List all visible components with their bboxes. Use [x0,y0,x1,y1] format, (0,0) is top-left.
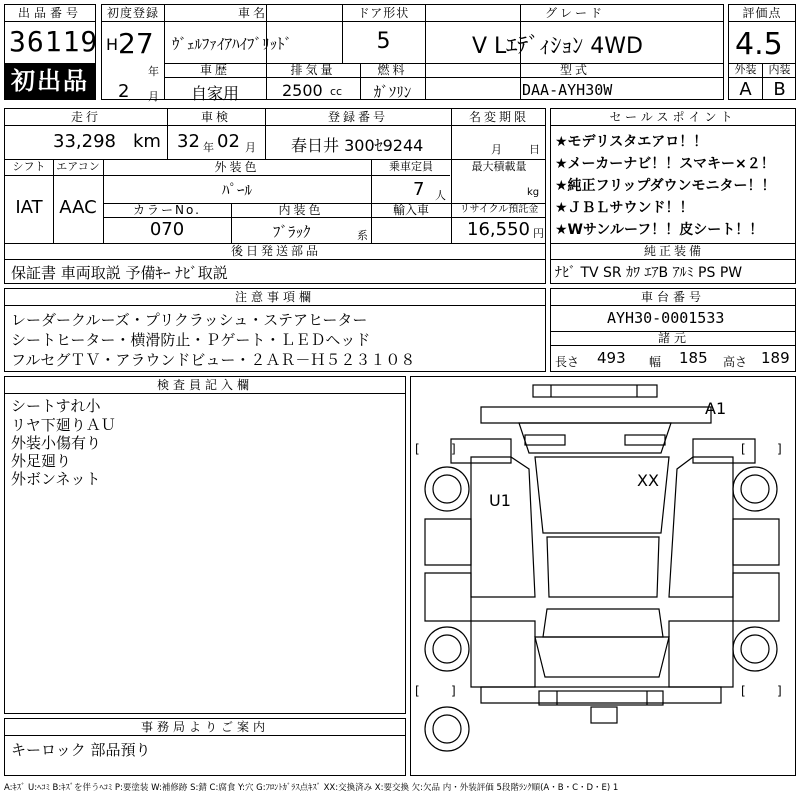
sales-points-box [550,108,796,284]
equip-label: 純正装備 [643,244,704,258]
capacity-label: 乗車定員 [389,160,433,173]
grade-label: グレード [544,6,605,20]
ac: AAC [59,197,97,218]
chassis-label: 車台番号 [551,289,795,306]
capacity: 7 [413,179,425,200]
intcolor-unit: 系 [357,229,368,242]
capacity-unit: 人 [435,189,446,202]
sales-label: セールスポイント [551,109,795,126]
history: 自家用 [190,84,239,103]
fuel: ｶﾞｿﾘﾝ [373,83,412,101]
later-parts-label: 後日発送部品 [230,244,321,258]
recycle: 16,550 [467,219,530,240]
inspector-line-4: 外足廻り [11,452,72,470]
inspection-year-unit: 年 [203,141,214,154]
sales-point-1: ★モデリスタエアロ！！ [555,134,708,150]
svg-text:]: ] [777,442,782,456]
ext-grade: A [739,79,752,100]
month-unit: 月 [148,90,159,103]
first-reg-label: 初度登録 [106,6,159,20]
sales-point-4: ★ＪＢＬサウンド！！ [555,200,694,216]
year-unit: 年 [148,65,159,78]
intcolor-label: 内装色 [278,203,324,217]
colorno-label: カラーNo. [133,203,201,217]
sales-point-3: ★純正フリップダウンモニター！！ [555,178,776,194]
legend: A:ｷｽﾞ U:ﾍｺﾐ B:ｷｽﾞを伴うﾍｺﾐ P:要塗装 W:補修跡 S:錆 C:腐食 Y:穴 G:ﾌﾛﾝﾄｶﾞﾗｽ点ｷｽﾞ XX:交換済み X:要交換 欠:欠品 内・外装評価 5段階ﾗﾝｸ順(A・B・C・D・E) 1 [4,783,619,793]
svg-text:]: ] [777,684,782,698]
damage-mark-xx: XX [637,471,659,490]
length-label: 長さ [555,355,580,369]
history-label: 車歴 [199,63,230,77]
svg-text:[: [ [741,442,746,456]
shift: IAT [15,197,43,218]
sales-point-2: ★メーカーナビ！！スマキー×２！ [555,156,775,172]
inspection-year: 32 [177,131,200,152]
evaluation-box [728,4,796,100]
lot-label: 出品番号 [5,5,95,22]
car-name-label: 車名 [237,6,268,20]
intcolor: ﾌﾞﾗｯｸ [273,223,311,241]
ext-label: 外装 [734,63,757,76]
cc-unit: cc [330,85,343,98]
notes-box [4,288,546,372]
equip: ﾅﾋﾞ TV SR ｶﾜ ｴｱB ｱﾙﾐ PS PW [555,265,743,281]
svg-text:[: [ [741,684,746,698]
width: 185 [679,349,708,367]
inspector-box [4,376,406,714]
damage-mark-u1: U1 [489,491,511,510]
inspector-line-2: リヤ下廻りＡＵ [11,416,116,434]
plate: 春日井 300ｾ9244 [291,136,424,155]
mileage-label: 走行 [70,110,101,124]
deadline-day: 日 [529,143,540,156]
deadline-month: 月 [491,143,502,156]
inspection-month-unit: 月 [245,141,256,154]
inspector-line-5: 外ボンネット [11,470,101,488]
int-grade: B [773,79,786,100]
doors: 5 [376,29,391,54]
recycle-unit: 円 [533,227,544,240]
shift-label: シフト [12,160,46,173]
height-label: 高さ [723,355,748,369]
color: ﾊﾟｰﾙ [221,181,252,199]
inspector-line-3: 外装小傷有り [11,434,102,452]
later-parts: 保証書 車両取説 予備ｷｰ ﾅﾋﾞ取説 [11,264,228,282]
height: 189 [761,349,790,367]
note-line-2: シートヒーター・横滑防止・Ｐゲート・ＬＥＤヘッド [11,331,371,349]
load-unit: kg [527,187,540,198]
fuel-label: 燃料 [377,63,408,77]
sales-point-5: ★Wサンルーフ！！皮シート！！ [555,222,764,238]
chassis-box [550,288,796,372]
car-name: ｳﾞｪﾙﾌｧｲｱﾊｲﾌﾞﾘｯﾄﾞ [172,35,293,53]
int-label: 内装 [768,63,791,76]
note-line-3: フルセグＴＶ・アラウンドビュー・２ＡＲ－Ｈ５２３１０８ [11,351,416,369]
svg-text:]: ] [451,684,456,698]
details-box [4,108,546,284]
first-listing-badge: 初出品 [5,63,95,99]
svg-text:[: [ [415,684,420,698]
load-label: 最大積載量 [471,160,527,173]
vehicle-header [101,4,724,103]
displacement: 2500 [282,81,323,100]
eval-label: 評価点 [729,5,795,22]
office-box [4,718,406,776]
inspection-label: 車検 [200,110,231,124]
inspection-month: 02 [217,131,240,152]
era-letter: H [106,35,119,54]
svg-text:[: [ [415,442,420,456]
svg-text:]: ] [451,442,456,456]
grade: V Lｴﾃﾞｨｼｮﾝ 4WD [472,34,643,59]
damage-mark-a1: A1 [705,399,727,418]
office-label: 事務局よりご案内 [5,719,405,736]
recycle-label: リサイクル預託金 [459,204,539,215]
colorno: 070 [149,219,185,240]
car-diagram-box [410,376,796,776]
eval-score: 4.5 [735,27,783,62]
width-label: 幅 [649,355,662,369]
lot-box [4,4,99,100]
car-diagram [411,377,795,775]
length: 493 [597,349,626,367]
inspector-line-1: シートすれ小 [11,397,101,415]
model: DAA-AYH30W [522,81,613,99]
notes-label: 注意事項欄 [5,289,545,306]
inspector-label: 検査員記入欄 [5,377,405,394]
note-line-1: レーダークルーズ・プリクラッシュ・ステアヒーター [11,311,368,329]
reg-year: 27 [118,27,154,60]
office-text: キーロック 部品預り [11,741,151,759]
door-label: ドア形状 [357,6,410,20]
displacement-label: 排気量 [290,63,336,77]
lot-number: 36119 [9,25,99,58]
plate-label: 登録番号 [327,110,388,124]
mileage: 33,298 [53,131,116,152]
reg-month: 2 [118,81,130,102]
model-label: 型式 [559,63,590,77]
import-label: 輸入車 [392,203,429,217]
mileage-unit: km [133,131,161,152]
deadline-label: 名変期限 [468,110,529,124]
chassis-number: AYH30-0001533 [607,309,725,327]
ac-label: エアコン [56,160,100,173]
color-label: 外装色 [214,160,260,174]
dims-label: 諸元 [657,331,690,345]
